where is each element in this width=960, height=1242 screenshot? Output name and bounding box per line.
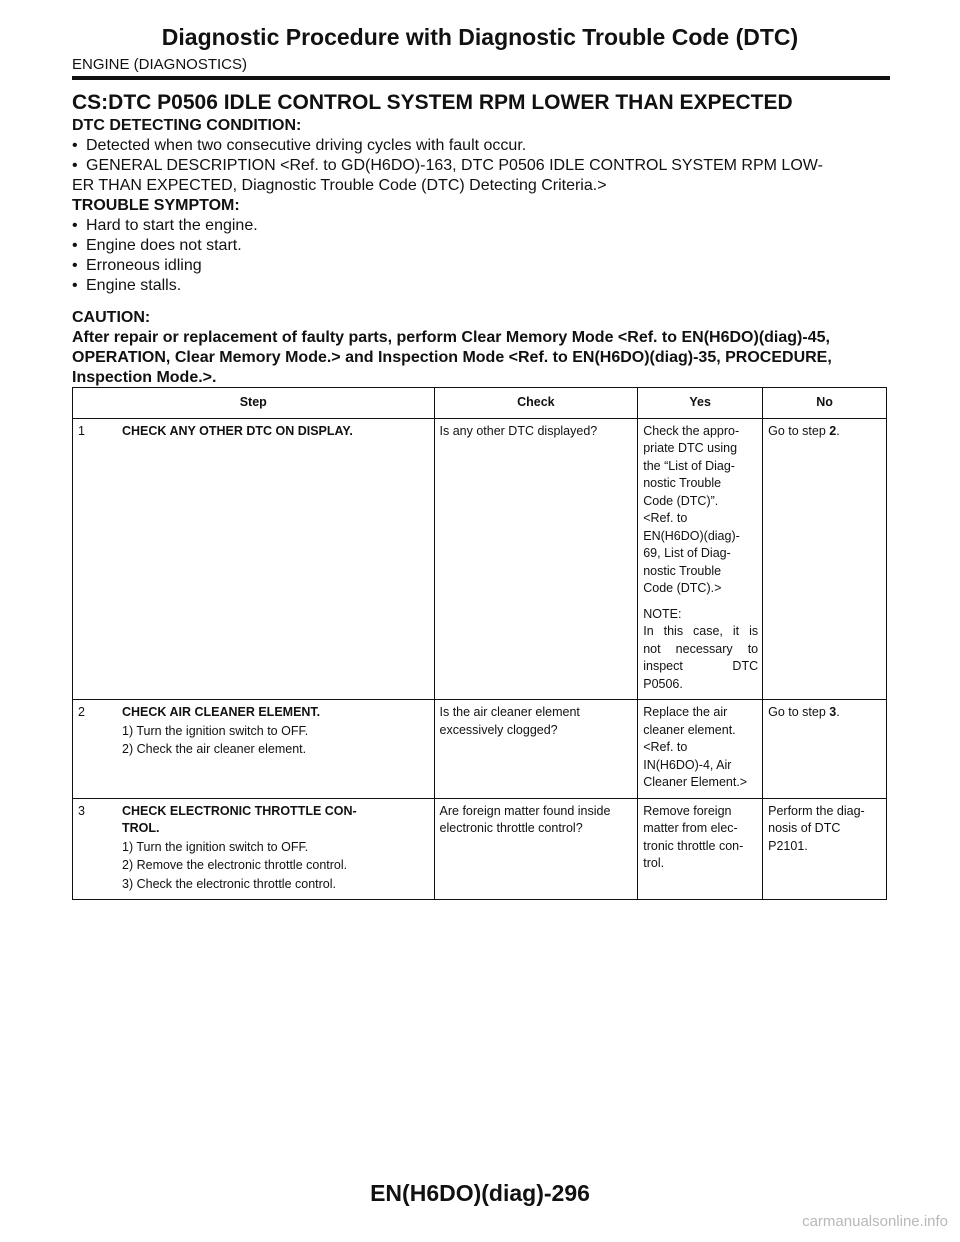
detecting-item: • GENERAL DESCRIPTION <Ref. to GD(H6DO)-163, DTC P0506 IDLE CONTROL SYSTEM RPM LOW- xyxy=(72,157,823,174)
header-divider xyxy=(72,76,890,80)
note-line: inspect DTC xyxy=(643,659,759,673)
step-cell xyxy=(73,700,435,799)
goto-step-number: 3 xyxy=(829,705,837,719)
yes-line: matter from elec- xyxy=(643,821,738,835)
section-title: CS:DTC P0506 IDLE CONTROL SYSTEM RPM LOWER THAN EXPECTED xyxy=(72,91,793,114)
no-line: P2101. xyxy=(768,838,808,853)
yes-line: <Ref. to xyxy=(643,511,688,525)
detecting-condition-label: DTC DETECTING CONDITION: xyxy=(72,117,302,134)
substep: 1) Turn the ignition switch to OFF. xyxy=(122,839,309,854)
step-title: CHECK ANY OTHER DTC ON DISPLAY. xyxy=(122,423,353,438)
step-number: 3 xyxy=(78,803,85,818)
check-cell: Is any other DTC displayed? xyxy=(434,418,638,700)
page-header-title: Diagnostic Procedure with Diagnostic Trouble Code (DTC) xyxy=(161,24,799,50)
no-text: Go to step xyxy=(768,705,830,719)
no-suffix: . xyxy=(836,423,840,438)
yes-line: Cleaner Element.> xyxy=(643,775,748,789)
no-suffix: . xyxy=(836,705,840,719)
check-cell xyxy=(434,798,638,900)
table-row xyxy=(73,418,887,700)
no-cell xyxy=(763,700,887,799)
table-row xyxy=(73,700,887,799)
detecting-item-continued: ER THAN EXPECTED, Diagnostic Trouble Code (DTC) Detecting Criteria.> xyxy=(72,177,607,194)
check-line: Are foreign matter found inside xyxy=(439,803,611,818)
yes-line: IN(H6DO)-4, Air xyxy=(643,757,732,772)
goto-step-number: 2 xyxy=(829,423,837,438)
main-content xyxy=(72,88,890,388)
step-title: CHECK AIR CLEANER ELEMENT. xyxy=(122,705,321,719)
watermark: carmanualsonline.info xyxy=(802,1213,948,1230)
column-header-yes: Yes xyxy=(638,388,763,419)
check-line: Is the air cleaner element xyxy=(439,705,580,719)
caution-line: After repair or replacement of faulty parts, perform Clear Memory Mode <Ref. to EN(H6DO)(diag)-45, xyxy=(72,329,830,346)
diagnostic-procedure-table xyxy=(72,387,887,900)
column-header-no: No xyxy=(763,388,887,419)
note-line: P0506. xyxy=(643,676,683,691)
yes-line: Code (DTC)”. xyxy=(643,493,719,508)
note-line: In this case, it is xyxy=(643,624,759,638)
note-line: not necessary to xyxy=(643,641,759,656)
page-header-subtitle: ENGINE (DIAGNOSTICS) xyxy=(72,56,248,73)
caution-block xyxy=(72,308,890,388)
no-line: Perform the diag- xyxy=(768,803,865,818)
symptom-item: • Erroneous idling xyxy=(72,257,202,274)
step-title-continued: TROL. xyxy=(122,821,160,835)
step-number: 1 xyxy=(78,423,85,438)
no-text: Go to step xyxy=(768,423,830,438)
substep: 2) Check the air cleaner element. xyxy=(122,742,307,756)
yes-cell xyxy=(638,418,763,700)
step-cell xyxy=(73,418,435,700)
yes-line: trol. xyxy=(643,856,665,870)
yes-line: nostic Trouble xyxy=(643,476,722,490)
symptom-item: • Engine stalls. xyxy=(72,277,182,294)
table-row xyxy=(73,798,887,900)
yes-line: tronic throttle con- xyxy=(643,838,744,853)
yes-line: the “List of Diag- xyxy=(643,458,735,473)
note-label: NOTE: xyxy=(643,606,682,621)
substep: 3) Check the electronic throttle control. xyxy=(122,876,336,891)
column-header-step: Step xyxy=(73,388,435,419)
column-header-check: Check xyxy=(434,388,638,419)
no-cell xyxy=(763,798,887,900)
step-cell xyxy=(73,798,435,900)
yes-cell xyxy=(638,700,763,799)
substep: 2) Remove the electronic throttle control. xyxy=(122,858,348,872)
yes-line: Check the appro- xyxy=(643,423,740,438)
yes-line: priate DTC using xyxy=(643,441,738,455)
yes-cell xyxy=(638,798,763,900)
check-line: electronic throttle control? xyxy=(439,821,583,835)
no-cell xyxy=(763,418,887,700)
yes-line: Remove foreign xyxy=(643,803,732,818)
page-number: EN(H6DO)(diag)-296 xyxy=(370,1180,590,1206)
check-line: excessively clogged? xyxy=(439,722,558,737)
yes-line: 69, List of Diag- xyxy=(643,546,731,560)
table-header-row xyxy=(73,388,887,419)
step-title: CHECK ELECTRONIC THROTTLE CON- xyxy=(122,803,357,818)
yes-line: nostic Trouble xyxy=(643,563,722,578)
yes-line: EN(H6DO)(diag)- xyxy=(643,528,740,543)
step-number: 2 xyxy=(78,705,85,719)
yes-line: <Ref. to xyxy=(643,740,688,754)
symptom-item: • Hard to start the engine. xyxy=(72,217,258,234)
caution-label: CAUTION: xyxy=(72,309,151,326)
detecting-item: • Detected when two consecutive driving cycles with fault occur. xyxy=(72,137,527,154)
yes-line: Code (DTC).> xyxy=(643,581,722,595)
caution-line: OPERATION, Clear Memory Mode.> and Inspection Mode <Ref. to EN(H6DO)(diag)-35, PROCEDURE, xyxy=(72,349,832,366)
substep: 1) Turn the ignition switch to OFF. xyxy=(122,723,309,738)
check-cell xyxy=(434,700,638,799)
symptom-item: • Engine does not start. xyxy=(72,237,242,254)
yes-line: Replace the air xyxy=(643,705,728,719)
yes-line: cleaner element. xyxy=(643,722,736,737)
trouble-symptom-label: TROUBLE SYMPTOM: xyxy=(72,197,240,214)
caution-line: Inspection Mode.>. xyxy=(72,369,217,386)
no-line: nosis of DTC xyxy=(768,821,841,835)
